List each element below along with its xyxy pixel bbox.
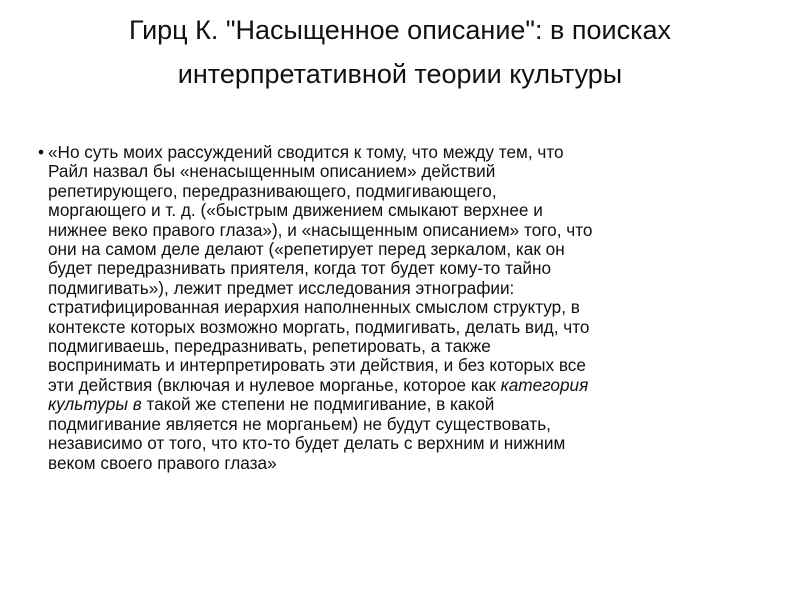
bullet-item xyxy=(38,143,768,473)
quote-line-10: контексте которых возможно моргать, подмигивать, делать вид, что xyxy=(48,316,590,337)
quote-line-1: «Но суть моих рассуждений сводится к тому, что между тем, что xyxy=(48,142,564,162)
slide-title xyxy=(40,8,760,96)
slide-body xyxy=(38,143,768,473)
quote-line-7: будет передразнивать приятеля, когда тот будет кому-то тайно xyxy=(48,258,552,279)
quote-line-15: подмигивание является не морганьем) не будут существовать, xyxy=(48,413,551,434)
quote-line-17: веком своего правого глаза» xyxy=(48,452,277,473)
quote-line-6: они на самом деле делают («репетирует перед зеркалом, как он xyxy=(48,239,565,260)
quote-italic-term-2: культуры в xyxy=(48,394,142,415)
quote-line-16: независимо от того, что кто-то будет делать с верхним и нижним xyxy=(48,433,566,454)
quote-italic-term-1: категория xyxy=(500,374,589,395)
quote-text xyxy=(48,143,768,473)
quote-line-11: подмигиваешь, передразнивать, репетировать, а также xyxy=(48,336,491,357)
quote-line-8: подмигивать»), лежит предмет исследования этнографии: xyxy=(48,277,515,298)
quote-line-4: моргающего и т. д. («быстрым движением смыкают верхнее и xyxy=(48,200,543,221)
quote-line-13-text: эти действия (включая и нулевое морганье, которое как xyxy=(48,374,501,395)
quote-line-3: репетирующего, передразнивающего, подмигивающего, xyxy=(48,180,497,201)
quote-line-9: стратифицированная иерархия наполненных смыслом структур, в xyxy=(48,297,580,318)
quote-line-5: нижнее веко правого глаза»), и «насыщенным описанием» того, что xyxy=(48,219,593,240)
quote-line-12: воспринимать и интерпретировать эти действия, и без которых все xyxy=(48,355,586,376)
quote-line-13 xyxy=(48,376,768,395)
slide-title-line-1: Гирц К. "Насыщенное описание": в поисках xyxy=(128,15,671,45)
quote-line-2: Райл назвал бы «ненасыщенным описанием» действий xyxy=(48,161,496,182)
quote-line-14-text: такой же степени не подмигивание, в какой xyxy=(141,394,495,415)
bullet-marker: • xyxy=(38,142,45,162)
quote-line-14 xyxy=(48,395,768,414)
slide-title-line-2: интерпретативной теории культуры xyxy=(177,59,623,89)
